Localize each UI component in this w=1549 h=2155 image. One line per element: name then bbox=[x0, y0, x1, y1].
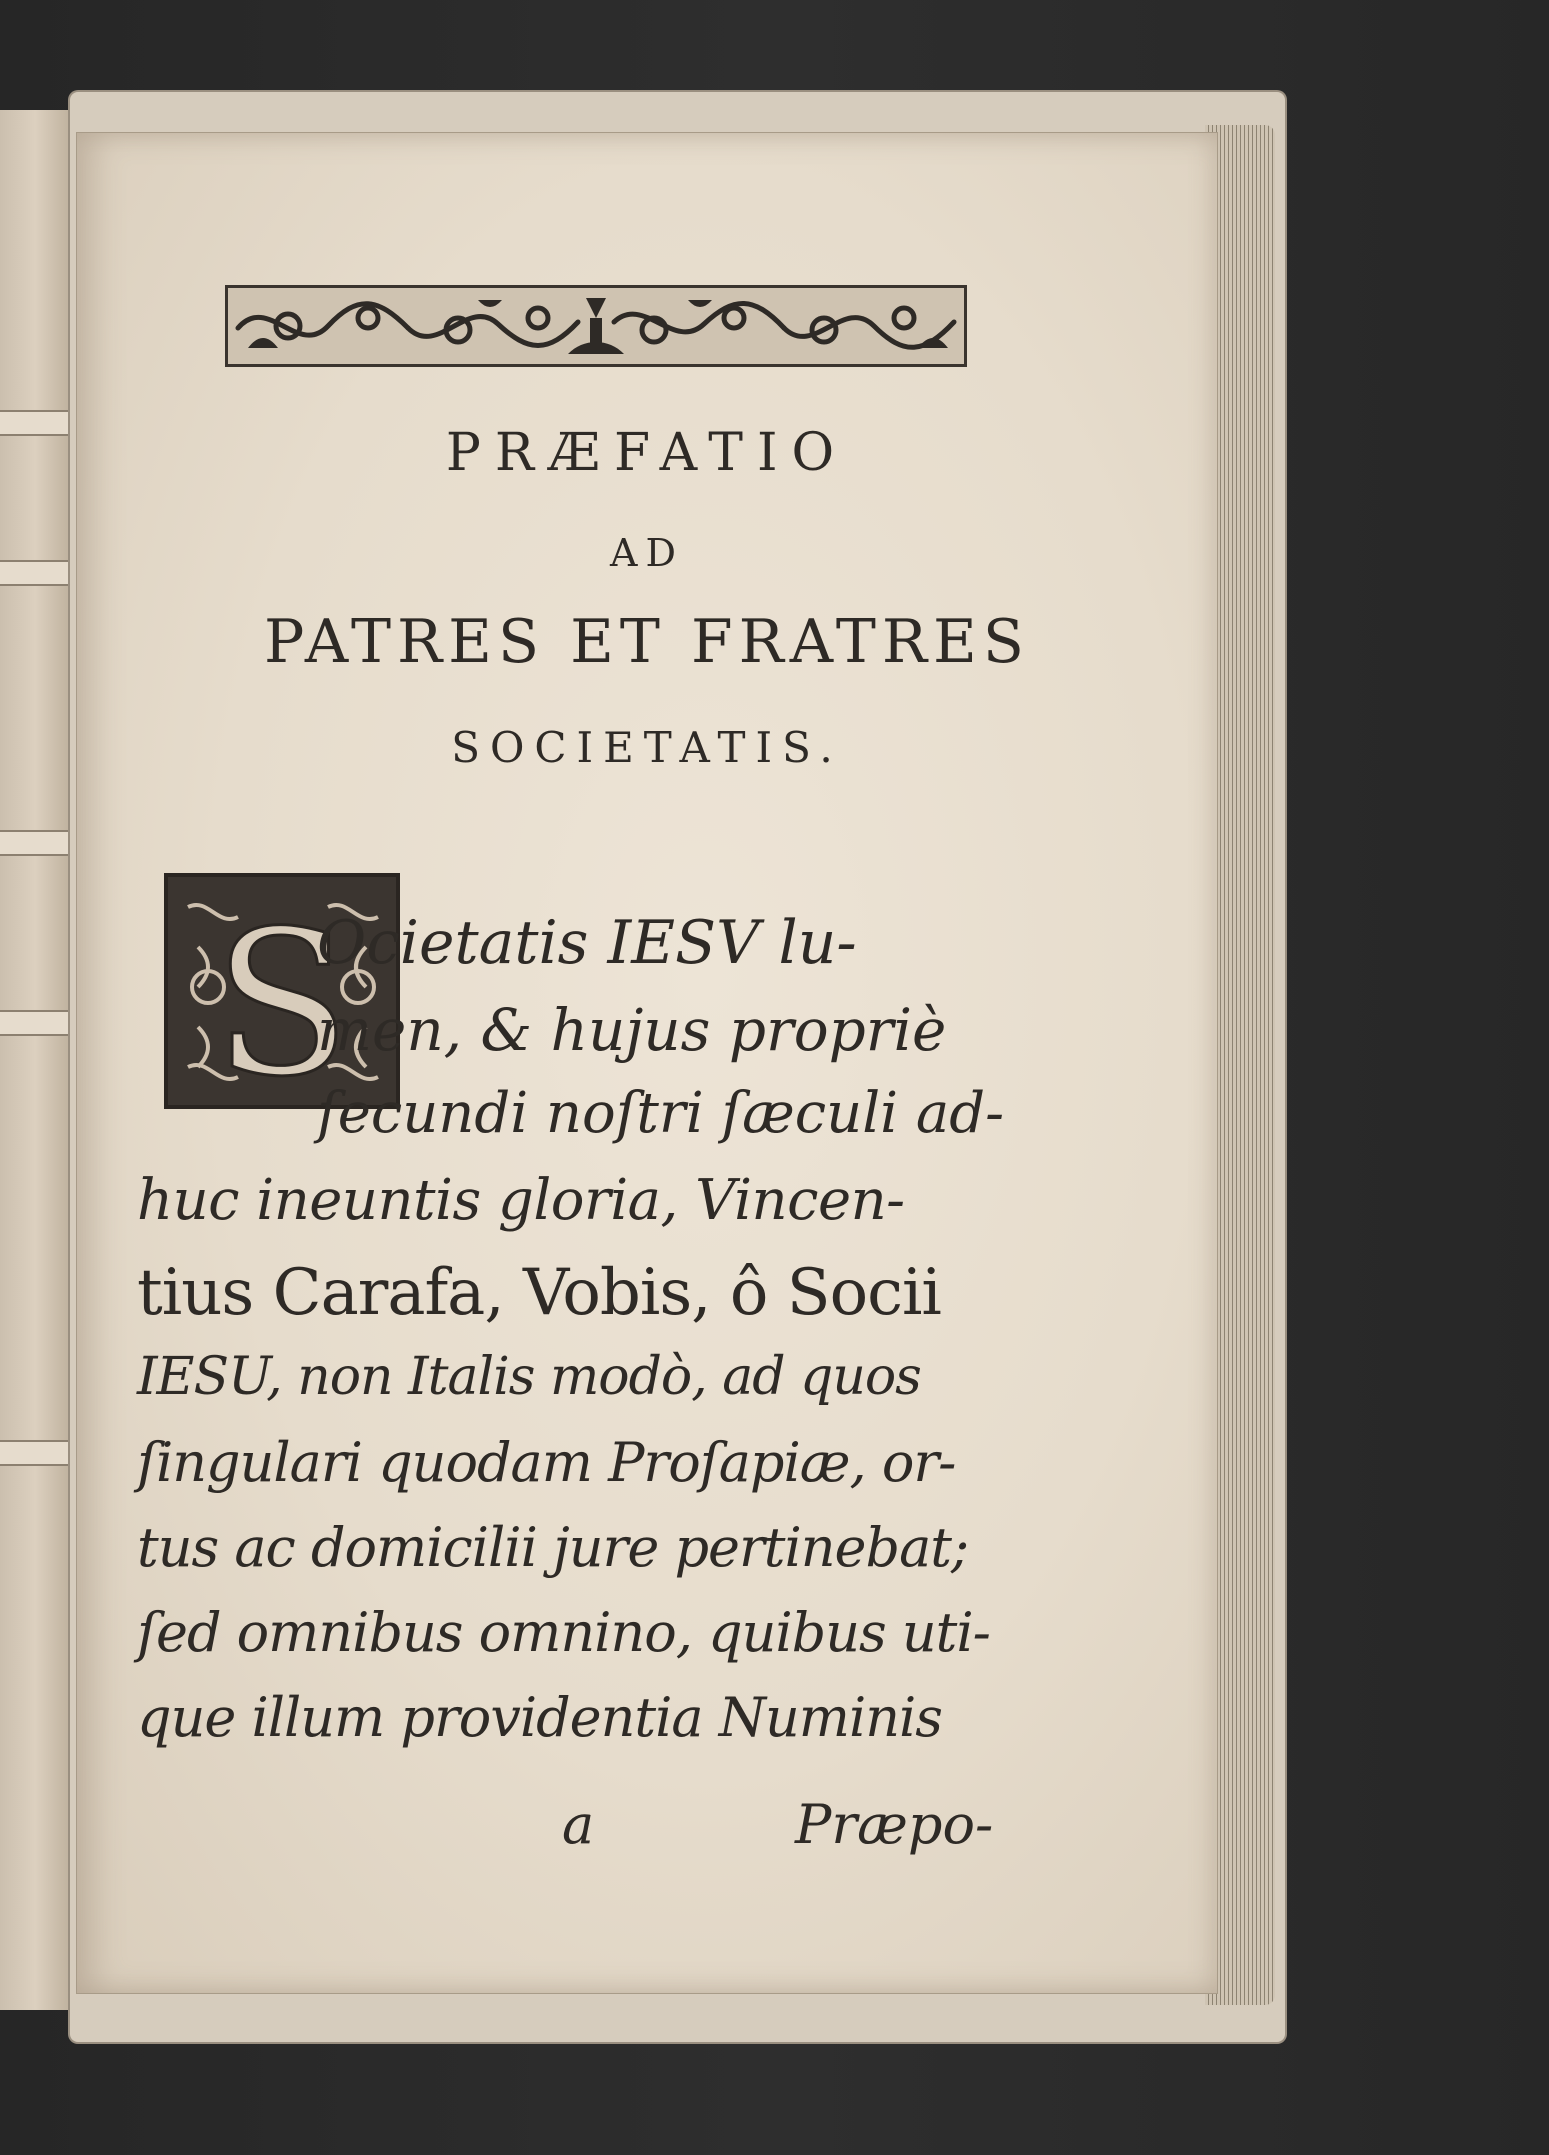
book-page bbox=[76, 132, 1218, 1994]
text-line-10: que illum providentia Numinis bbox=[137, 1686, 942, 1749]
heading-patres-et-fratres: PATRES ET FRATRES bbox=[264, 607, 1030, 677]
heading-societatis: SOCIETATIS. bbox=[451, 723, 843, 772]
binding-stitch bbox=[0, 1010, 80, 1036]
binding-stitch bbox=[0, 830, 80, 856]
text-line-7: ſingulari quodam Proſapiæ, or- bbox=[137, 1431, 956, 1494]
text-line-5: tius Carafa, Vobis, ô Socii bbox=[137, 1256, 941, 1330]
text-line-1: Ocietatis IESV lu- bbox=[317, 908, 857, 978]
text-line-9: ſed omnibus omnino, quibus uti- bbox=[137, 1601, 990, 1664]
heading-praefatio: PRÆFATIO bbox=[445, 423, 849, 483]
heading-ad: AD bbox=[610, 531, 684, 575]
text-line-2: men, & hujus propriè bbox=[317, 996, 947, 1064]
text-line-8: tus ac domicilii jure pertinebat; bbox=[137, 1516, 969, 1579]
catchword: Præpo- bbox=[795, 1793, 994, 1856]
signature-mark: a bbox=[562, 1793, 595, 1856]
text-line-3: ſecundi noſtri ſæculi ad- bbox=[317, 1081, 1004, 1146]
binding-stitch bbox=[0, 410, 80, 436]
binding-stitch bbox=[0, 560, 80, 586]
text-line-6: IESU, non Italis modò, ad quos bbox=[137, 1347, 921, 1407]
floral-ornament-icon bbox=[225, 285, 967, 367]
binding-stitch bbox=[0, 1440, 80, 1466]
initial-letter: S bbox=[213, 888, 351, 1105]
previous-page-edge bbox=[0, 110, 81, 2010]
text-line-4: huc ineuntis gloria, Vincen- bbox=[137, 1168, 905, 1233]
